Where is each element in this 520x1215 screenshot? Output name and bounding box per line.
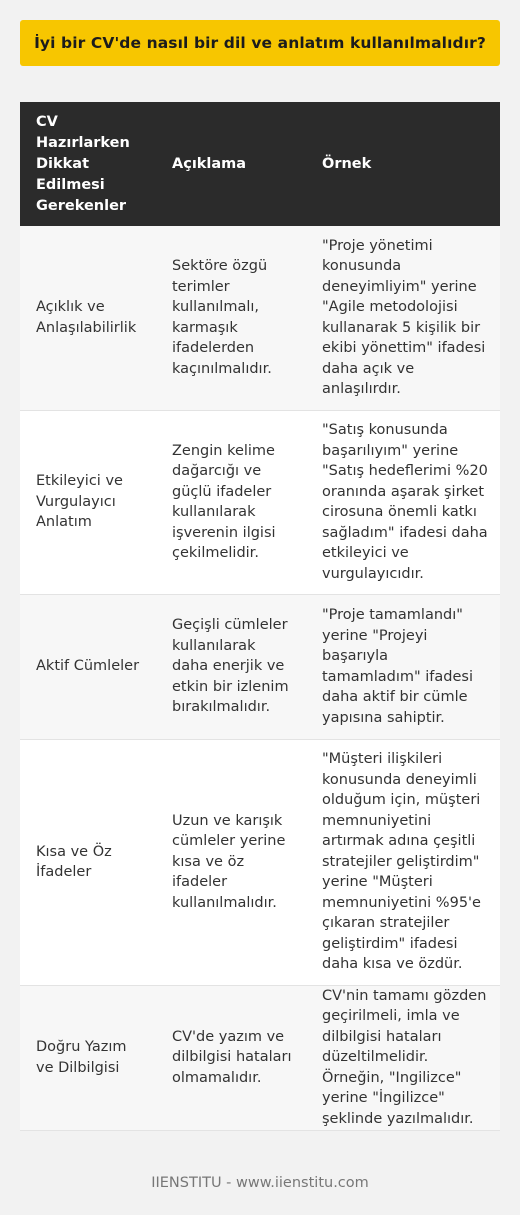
table-row <box>20 594 500 739</box>
page-title: İyi bir CV'de nasıl bir dil ve anlatım kullanılmalıdır? <box>34 34 486 52</box>
description-cell: Geçişli cümleler kullanılarak daha enerjik ve etkin bir izlenim bırakılmalıdır. <box>156 594 306 739</box>
table-row <box>20 226 500 410</box>
criterion-cell: Aktif Cümleler <box>20 594 156 739</box>
description-cell: Uzun ve karışık cümleler yerine kısa ve öz ifadeler kullanılmalıdır. <box>156 739 306 985</box>
criterion-cell: Doğru Yazım ve Dilbilgisi <box>20 985 156 1130</box>
header-example: Örnek <box>322 155 372 172</box>
table-row <box>20 739 500 985</box>
example-cell: "Satış konusunda başarılıyım" yerine "Satış hedeflerimi %20 oranında aşarak şirket cirosuna önemli katkı sağladım" ifadesi daha etkileyici ve vurgulayıcıdır. <box>306 410 500 594</box>
title-banner <box>20 20 500 66</box>
footer-watermark: IIENSTITU - www.iienstitu.com <box>151 1175 369 1191</box>
description-cell: Sektöre özgü terimler kullanılmalı, karmaşık ifadelerden kaçınılmalıdır. <box>156 226 306 410</box>
description-cell: Zengin kelime dağarcığı ve güçlü ifadeler kullanılarak işverenin ilgisi çekilmelidir. <box>156 410 306 594</box>
example-cell: "Proje tamamlandı" yerine "Projeyi başarıyla tamamladım" ifadesi daha aktif bir cümle yapısına sahiptir. <box>306 594 500 739</box>
example-cell: CV'nin tamamı gözden geçirilmeli, imla ve dilbilgisi hataları düzeltilmelidir. Örneğin, "Ingilizce" yerine "İngilizce" şeklinde yazılmalıdır. <box>306 985 500 1130</box>
criterion-cell: Etkileyici ve Vurgulayıcı Anlatım <box>20 410 156 594</box>
header-description: Açıklama <box>172 155 247 172</box>
cv-language-table <box>20 102 500 1131</box>
table-row <box>20 410 500 594</box>
header-criterion: CV Hazırlarken Dikkat Edilmesi Gerekenler <box>36 113 130 214</box>
example-cell: "Müşteri ilişkileri konusunda deneyimli olduğum için, müşteri memnuniyetini artırmak adına çeşitli stratejiler geliştirdim" yerine "Müşteri memnuniyetini %95'e çıkaran stratejiler geliştirdim" ifadesi daha kısa ve özdür. <box>306 739 500 985</box>
table-row <box>20 985 500 1130</box>
criterion-cell: Açıklık ve Anlaşılabilirlik <box>20 226 156 410</box>
description-cell: CV'de yazım ve dilbilgisi hataları olmamalıdır. <box>156 985 306 1130</box>
table-header-row <box>20 102 500 226</box>
criterion-cell: Kısa ve Öz İfadeler <box>20 739 156 985</box>
example-cell: "Proje yönetimi konusunda deneyimliyim" yerine "Agile metodolojisi kullanarak 5 kişilik bir ekibi yönettim" ifadesi daha açık ve anlaşılırdır. <box>306 226 500 410</box>
